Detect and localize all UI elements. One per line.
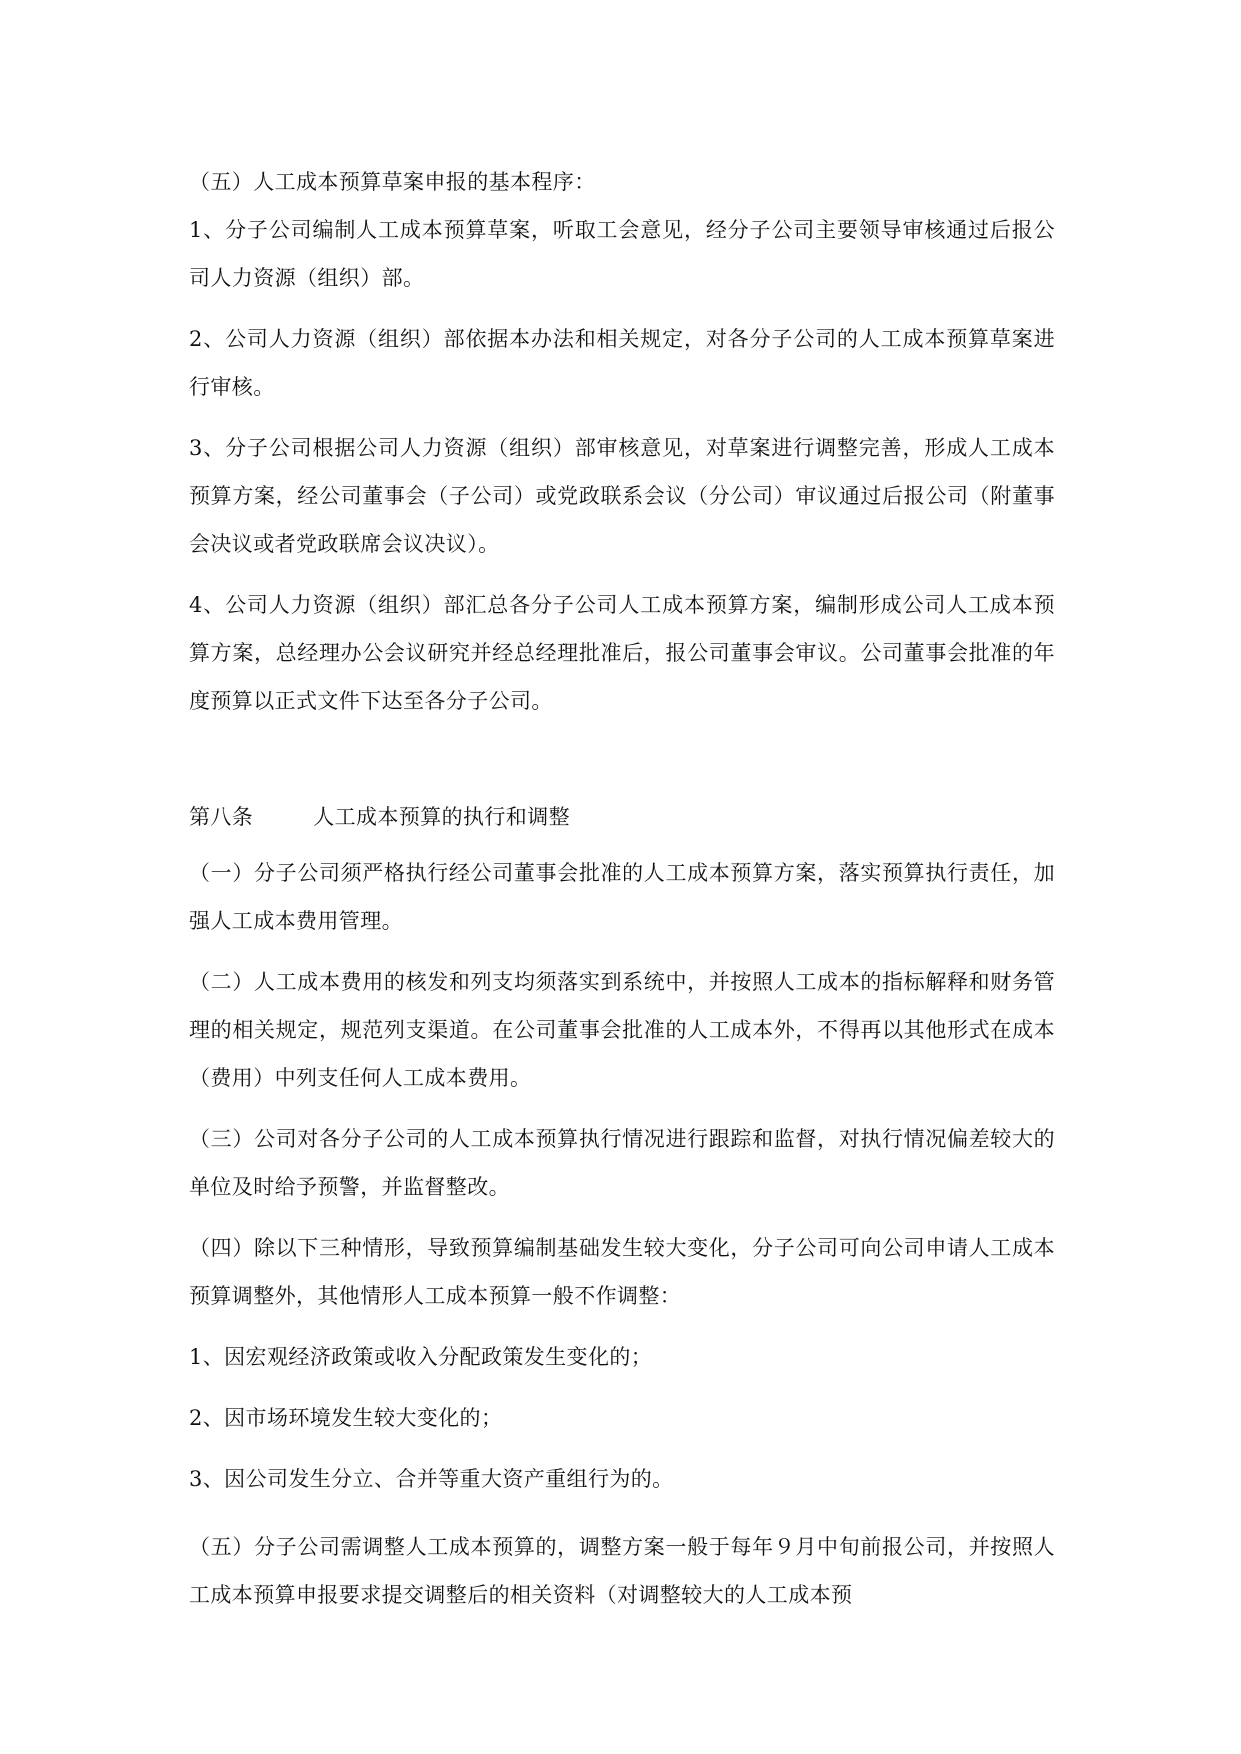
procedure-step-4: 4、公司人力资源（组织）部汇总各分子公司人工成本预算方案，编制形成公司人工成本预算方案，总经理办公会议研究并经总经理批准后，报公司董事会审议。公司董事会批准的年度预算以正式文件下达至各分子公司。 xyxy=(189,593,1055,713)
article-heading xyxy=(189,793,1055,841)
adjustment-case-3: 3、因公司发生分立、合并等重大资产重组行为的。 xyxy=(189,1467,674,1491)
document-body xyxy=(189,158,1055,1632)
article-number: 第八条 xyxy=(189,805,254,829)
procedure-step-2: 2、公司人力资源（组织）部依据本办法和相关规定，对各分子公司的人工成本预算草案进行审核。 xyxy=(189,327,1055,399)
execution-clause-2: （二）人工成本费用的核发和列支均须落实到系统中，并按照人工成本的指标解释和财务管理的相关规定，规范列支渠道。在公司董事会批准的人工成本外，不得再以其他形式在成本（费用）中列支任何人工成本费用。 xyxy=(189,970,1055,1090)
procedure-step-3: 3、分子公司根据公司人力资源（组织）部审核意见，对草案进行调整完善，形成人工成本预算方案，经公司董事会（子公司）或党政联系会议（分公司）审议通过后报公司（附董事会决议或者党政联席会议决议）。 xyxy=(189,436,1055,556)
execution-clause-4: （四）除以下三种情形，导致预算编制基础发生较大变化，分子公司可向公司申请人工成本预算调整外，其他情形人工成本预算一般不作调整： xyxy=(189,1236,1055,1308)
procedure-heading: （五）人工成本预算草案申报的基本程序： xyxy=(189,170,596,194)
article-title: 人工成本预算的执行和调整 xyxy=(313,805,571,829)
procedure-step-1: 1、分子公司编制人工成本预算草案，听取工会意见，经分子公司主要领导审核通过后报公司人力资源（组织）部。 xyxy=(189,218,1055,290)
adjustment-case-1: 1、因宏观经济政策或收入分配政策发生变化的； xyxy=(189,1345,653,1369)
adjustment-case-2: 2、因市场环境发生较大变化的； xyxy=(189,1406,503,1430)
execution-clause-3: （三）公司对各分子公司的人工成本预算执行情况进行跟踪和监督，对执行情况偏差较大的单位及时给予预警，并监督整改。 xyxy=(189,1127,1055,1199)
execution-clause-5: （五）分子公司需调整人工成本预算的，调整方案一般于每年９月中旬前报公司，并按照人工成本预算申报要求提交调整后的相关资料（对调整较大的人工成本预 xyxy=(189,1535,1055,1607)
execution-clause-1: （一）分子公司须严格执行经公司董事会批准的人工成本预算方案，落实预算执行责任，加强人工成本费用管理。 xyxy=(189,861,1055,933)
